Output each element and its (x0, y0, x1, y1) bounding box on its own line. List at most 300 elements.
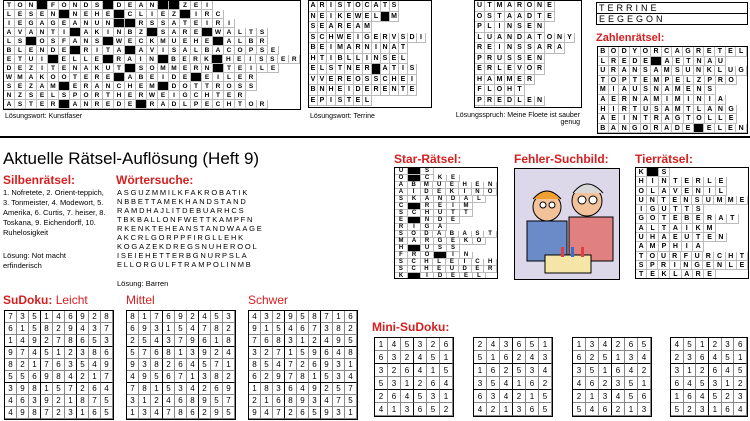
grid1-cell: T (246, 28, 257, 37)
star-cell: S (395, 231, 408, 238)
mini1-cell: 1 (539, 338, 552, 351)
grid1-cell: I (246, 64, 257, 73)
grid1-cell: Z (15, 91, 26, 100)
tier-cell: E (693, 214, 704, 223)
sud1-cell: 9 (41, 371, 53, 383)
grid3-cell: O (495, 85, 505, 96)
zahlen-cell: I (609, 85, 620, 95)
grid1-cell: C (224, 46, 235, 55)
sud2-cell: 2 (163, 359, 175, 371)
mini0-cell: 5 (427, 403, 440, 416)
zahlen-cell: L (716, 114, 727, 124)
grid3-cell: O (475, 12, 485, 23)
grid1-cell: O (235, 46, 246, 55)
star-row (395, 182, 497, 189)
tier-cell: T (670, 205, 681, 214)
grid2-cell: E (318, 22, 327, 33)
tier-cell: U (692, 252, 703, 261)
mini0-cell: 6 (427, 377, 440, 390)
grid1-cell: K (92, 28, 103, 37)
star-cell: M (395, 238, 408, 245)
sud3-cell: 1 (345, 359, 357, 371)
grid2-cell: B (309, 43, 318, 54)
mini2-cell: 3 (599, 390, 612, 403)
grid1-cell: I (4, 19, 15, 28)
tier-cell: E (682, 187, 693, 196)
mini1-cell: 5 (539, 390, 552, 403)
star-cell: K (408, 196, 421, 203)
grid1-cell: A (114, 46, 125, 55)
zahlen-cell: A (619, 85, 630, 95)
minisudoku-grid-2 (473, 337, 553, 417)
mini2-cell: 4 (625, 364, 638, 377)
mini1-cell: 6 (487, 364, 500, 377)
mini3-cell: 1 (696, 338, 709, 351)
tier-cell: U (703, 196, 714, 205)
star-cell: A (421, 196, 434, 203)
mini3-cell: 4 (734, 403, 747, 416)
sud2-cell: 8 (211, 371, 223, 383)
grid3-cell: O (545, 33, 555, 44)
tier-cell: R (693, 270, 704, 279)
grid1-cell (180, 10, 191, 19)
star-cell (408, 245, 421, 252)
tier-cell: N (681, 196, 692, 205)
grid1-cell: C (114, 82, 125, 91)
grid1-cell: L (191, 46, 202, 55)
zahlen-cell: U (716, 57, 727, 67)
grid3-row (475, 33, 581, 44)
grid3-cell: T (535, 12, 545, 23)
mini2-cell: 4 (638, 351, 651, 364)
grid1-cell: C (125, 10, 136, 19)
grid1-cell (147, 28, 158, 37)
zahlen-cell: A (662, 124, 673, 134)
mini2-cell: 1 (586, 390, 599, 403)
grid1-cell: L (235, 28, 246, 37)
sudoku-mittel-grid (126, 310, 236, 420)
grid2-cell: S (408, 64, 417, 75)
grid2-cell: E (318, 43, 327, 54)
sud3-cell: 4 (261, 407, 273, 419)
grid2-row (309, 43, 431, 54)
tier-cell: I (636, 205, 647, 214)
mini0-row (375, 377, 453, 390)
tier-cell: I (647, 177, 658, 186)
mini3-cell: 6 (684, 390, 697, 403)
star-cell: K (434, 175, 447, 182)
zahlen-row (598, 124, 747, 134)
grid2-cell: R (363, 64, 372, 75)
mini0-cell: 6 (440, 338, 453, 351)
grid2-row (309, 96, 431, 107)
grid2-cell: E (381, 85, 390, 96)
zahlen-row (598, 66, 747, 76)
sud2-cell: 9 (127, 359, 139, 371)
crossword-grid-3 (474, 0, 582, 108)
sud1-cell: 2 (17, 359, 29, 371)
grid1-cell: I (202, 19, 213, 28)
tier-cell: S (692, 196, 703, 205)
mini1-row (474, 338, 552, 351)
zahlen-row (598, 85, 747, 95)
mini1-cell: 4 (487, 338, 500, 351)
grid2-cell: H (390, 75, 399, 86)
mini1-row (474, 364, 552, 377)
mini0-cell: 4 (414, 351, 427, 364)
tier-cell: E (670, 233, 681, 242)
grid3-cell: N (505, 33, 515, 44)
zahlen-row (598, 114, 747, 124)
grid1-cell: E (224, 91, 235, 100)
star-cell: N (484, 182, 497, 189)
mini0-cell: 5 (427, 351, 440, 364)
sud3-cell: 9 (297, 395, 309, 407)
grid3-cell: A (485, 75, 495, 86)
zahlen-cell: O (726, 76, 737, 86)
sud1-cell: 7 (53, 335, 65, 347)
woertersuche-row: RAMDHAJLITDEBUARHCS (117, 206, 246, 215)
grid1-cell: E (103, 10, 114, 19)
woertersuche-row: RKENKTEHEANSTANDWAAGE (117, 224, 264, 233)
grid1-cell: Z (26, 64, 37, 73)
zahlen-cell: N (694, 95, 705, 105)
star-cell: N (434, 196, 447, 203)
sud1-cell: 8 (5, 359, 17, 371)
grid2-cell: M (336, 43, 345, 54)
grid2-row (309, 64, 431, 75)
sud3-cell: 4 (297, 383, 309, 395)
star-cell: R (395, 224, 408, 231)
sud2-cell: 6 (151, 347, 163, 359)
sud3-cell: 9 (321, 407, 333, 419)
sud3-cell: 2 (297, 359, 309, 371)
grid1-cell: S (267, 55, 278, 64)
sud1-cell: 5 (29, 323, 41, 335)
grid1-cell: E (81, 10, 92, 19)
sud1-cell: 1 (29, 359, 41, 371)
zahlen-cell: E (641, 76, 652, 86)
zahlen-cell: P (662, 76, 673, 86)
grid2-cell (381, 12, 390, 23)
woertersuche-row: AKCRLGORPPFIRGLLEHK (117, 233, 245, 242)
mini1-cell: 1 (526, 390, 539, 403)
grid1-cell: A (81, 64, 92, 73)
sud3-cell: 8 (345, 347, 357, 359)
sud3-row (249, 311, 357, 323)
sud3-cell: 4 (333, 347, 345, 359)
grid2-cell: E (309, 64, 318, 75)
grid2-cell: E (399, 75, 408, 86)
grid1-row (4, 19, 300, 28)
grid3-cell: U (485, 33, 495, 44)
tier-row (636, 205, 748, 214)
grid1-cell: O (81, 91, 92, 100)
star-cell: U (421, 245, 434, 252)
mini1-cell: 4 (500, 377, 513, 390)
sud2-cell: 5 (211, 311, 223, 323)
star-cell: H (484, 259, 497, 266)
sud2-cell: 3 (199, 371, 211, 383)
tier-cell: T (636, 270, 647, 279)
mini1-cell: 4 (526, 351, 539, 364)
sud1-cell: 2 (89, 311, 101, 323)
grid1-cell: G (26, 19, 37, 28)
star-row (395, 210, 497, 217)
grid3-cell: S (515, 22, 525, 33)
mini1-cell: 3 (474, 377, 487, 390)
grid2-cell: L (318, 64, 327, 75)
star-cell: R (408, 252, 421, 259)
grid1-cell: E (59, 46, 70, 55)
grid1-cell: A (70, 100, 81, 109)
grid3-cell: N (505, 22, 515, 33)
zahlen-row (598, 47, 747, 57)
sud3-cell: 5 (345, 395, 357, 407)
tier-cell: U (682, 233, 693, 242)
grid1-cell: I (92, 46, 103, 55)
grid2-cell: E (345, 75, 354, 86)
sudoku-schwer-grid (248, 310, 358, 420)
grid3-cell: E (525, 22, 535, 33)
star-cell (408, 203, 421, 210)
grid2-cell: E (336, 85, 345, 96)
star-cell: I (459, 189, 472, 196)
grid1-cell: E (191, 19, 202, 28)
grid1-cell: B (136, 73, 147, 82)
grid1-cell (114, 10, 125, 19)
grid1-cell: M (158, 37, 169, 46)
mini1-cell: 1 (513, 377, 526, 390)
sud3-row (249, 335, 357, 347)
mini0-cell: 1 (388, 403, 401, 416)
grid1-cell: S (26, 91, 37, 100)
sudoku-leicht-label: Leicht (55, 293, 88, 307)
mini1-row (474, 390, 552, 403)
zahlen-cell: M (651, 95, 662, 105)
mini2-row (573, 351, 651, 364)
tier-cell: R (703, 252, 714, 261)
sud1-cell: 3 (101, 335, 113, 347)
mini0-cell: 2 (427, 338, 440, 351)
mini0-cell: 6 (401, 364, 414, 377)
mini0-cell: 4 (401, 390, 414, 403)
tier-cell: K (636, 168, 647, 177)
mini1-row (474, 351, 552, 364)
sud3-cell: 1 (345, 407, 357, 419)
grid2-cell: T (345, 96, 354, 107)
zahlen-cell: R (651, 124, 662, 134)
star-cell: K (395, 273, 408, 279)
mini2-cell: 3 (573, 364, 586, 377)
grid1-cell: A (169, 19, 180, 28)
grid1-cell: A (4, 28, 15, 37)
grid3-cell: E (485, 43, 495, 54)
star-cell: M (460, 203, 473, 210)
zahlen-cell: E (609, 95, 620, 105)
zahlen-cell: N (694, 57, 705, 67)
tier-cell: P (659, 242, 670, 251)
zahlen-cell: E (684, 85, 695, 95)
zahlen-cell: E (704, 47, 715, 57)
grid2-cell: I (408, 75, 417, 86)
mini2-cell: 1 (625, 403, 638, 416)
sud1-cell: 7 (41, 359, 53, 371)
zahlen-cell: B (598, 124, 609, 134)
grid1-cell: E (202, 37, 213, 46)
tier-cell: E (670, 196, 681, 205)
sud1-cell: 1 (53, 347, 65, 359)
grid2-cell: H (309, 54, 318, 65)
sud1-cell: 6 (89, 383, 101, 395)
grid3-cell: A (525, 33, 535, 44)
grid1-cell: R (114, 55, 125, 64)
sud2-cell: 7 (151, 311, 163, 323)
grid1-cell: E (191, 1, 202, 10)
grid3-cell: A (515, 12, 525, 23)
grid1-cell: I (136, 55, 147, 64)
grid2-cell: R (336, 75, 345, 86)
sud2-row (127, 371, 235, 383)
sud1-cell: 4 (5, 395, 17, 407)
grid2-cell: L (372, 12, 381, 23)
sudoku-mittel-label: Mittel (126, 293, 155, 307)
grid3-cell: E (495, 96, 505, 107)
mini3-cell: 1 (684, 364, 697, 377)
mini1-cell: 3 (539, 351, 552, 364)
grid2-cell: V (309, 75, 318, 86)
grid1-cell (125, 64, 136, 73)
grid1-cell: S (158, 19, 169, 28)
minisudoku-grid-3 (572, 337, 652, 417)
sud2-cell: 2 (151, 395, 163, 407)
star-cell: O (473, 238, 486, 245)
tier-cell: A (693, 242, 704, 251)
zahlen-cell: I (619, 114, 630, 124)
loesungsspruch: Lösungsspruch: Meine Floete ist sauber genug (455, 112, 580, 126)
zahlen-cell: P (705, 76, 716, 86)
sud3-cell: 1 (285, 347, 297, 359)
grid2-cell: E (345, 12, 354, 23)
star-cell: S (434, 245, 447, 252)
grid2-cell: A (327, 22, 336, 33)
sud3-cell: 4 (321, 335, 333, 347)
mini0-cell: 5 (375, 377, 388, 390)
sud1-cell: 9 (5, 347, 17, 359)
grid2-cell: E (363, 85, 372, 96)
star-cell: I (447, 203, 460, 210)
sud3-cell: 3 (309, 395, 321, 407)
sud3-cell: 6 (273, 395, 285, 407)
tier-row (636, 168, 748, 177)
grid1-cell: U (169, 37, 180, 46)
grid1-cell: E (158, 91, 169, 100)
zahlen-cell: L (684, 76, 695, 86)
tier-row (636, 196, 748, 205)
tier-cell: H (670, 242, 681, 251)
grid3-row (475, 1, 581, 12)
grid1-cell: E (202, 100, 213, 109)
sud3-cell: 3 (321, 323, 333, 335)
zahlen-cell: N (619, 124, 630, 134)
tier-cell: T (658, 196, 669, 205)
grid1-cell: E (26, 46, 37, 55)
sud1-cell: 1 (41, 383, 53, 395)
grid3-row (475, 96, 581, 107)
grid1-cell: B (246, 37, 257, 46)
tier-cell: O (647, 252, 658, 261)
zahlen-cell: M (673, 95, 684, 105)
grid1-cell: N (81, 19, 92, 28)
grid1-cell: E (158, 10, 169, 19)
sud2-cell: 1 (187, 371, 199, 383)
sud3-cell: 1 (249, 383, 261, 395)
woertersuche-loesung: Lösung: Barren (117, 279, 169, 288)
sud2-cell: 6 (163, 371, 175, 383)
zahlen-cell: E (609, 114, 620, 124)
grid3-cell: L (515, 96, 525, 107)
tier-cell: A (659, 187, 670, 196)
sud2-cell: 6 (127, 323, 139, 335)
grid1-cell: A (180, 46, 191, 55)
grid2-cell: S (363, 75, 372, 86)
tier-cell: E (703, 261, 714, 270)
mini3-cell: 1 (709, 403, 722, 416)
star-cell: E (433, 266, 446, 273)
star-grid (394, 167, 498, 279)
grid2-cell: S (336, 1, 345, 12)
grid1-cell (212, 55, 223, 64)
sudoku-title (3, 293, 88, 307)
page-title: Aktuelle Rätsel-Auflösung (Heft 9) (3, 149, 260, 168)
grid2-cell: C (381, 75, 390, 86)
sud1-cell: 3 (29, 395, 41, 407)
star-cell: R (421, 203, 434, 210)
sud1-cell: 2 (77, 383, 89, 395)
tier-row (636, 224, 748, 233)
tier-cell: R (658, 261, 669, 270)
sud1-cell: 8 (29, 407, 41, 419)
sud3-cell: 6 (297, 407, 309, 419)
grid1-cell: T (15, 55, 26, 64)
zahlen-cell: U (630, 85, 641, 95)
mini2-cell: 6 (599, 403, 612, 416)
sud1-cell: 5 (5, 371, 17, 383)
grid1-cell: L (136, 10, 147, 19)
sud1-cell: 8 (65, 335, 77, 347)
sud1-cell: 4 (5, 407, 17, 419)
grid1-cell: N (37, 46, 48, 55)
grid1-cell: S (59, 91, 70, 100)
grid1-cell: N (202, 64, 213, 73)
grid1-cell: E (37, 100, 48, 109)
sud2-cell: 3 (139, 407, 151, 419)
zahlen-cell: N (630, 66, 641, 76)
sud3-cell: 8 (309, 311, 321, 323)
fehler-title: Fehler-Suchbild: (514, 152, 609, 166)
star-cell: B (446, 231, 459, 238)
grid3-cell: O (525, 1, 535, 12)
grid1-cell: S (92, 1, 103, 10)
sud2-cell: 9 (211, 407, 223, 419)
mini3-cell: 2 (671, 351, 684, 364)
sud3-cell: 5 (297, 347, 309, 359)
mini1-cell: 4 (474, 403, 487, 416)
grid1-cell: S (26, 10, 37, 19)
tier-cell: K (693, 224, 704, 233)
mini1-cell: 3 (513, 403, 526, 416)
sud1-cell: 7 (5, 311, 17, 323)
